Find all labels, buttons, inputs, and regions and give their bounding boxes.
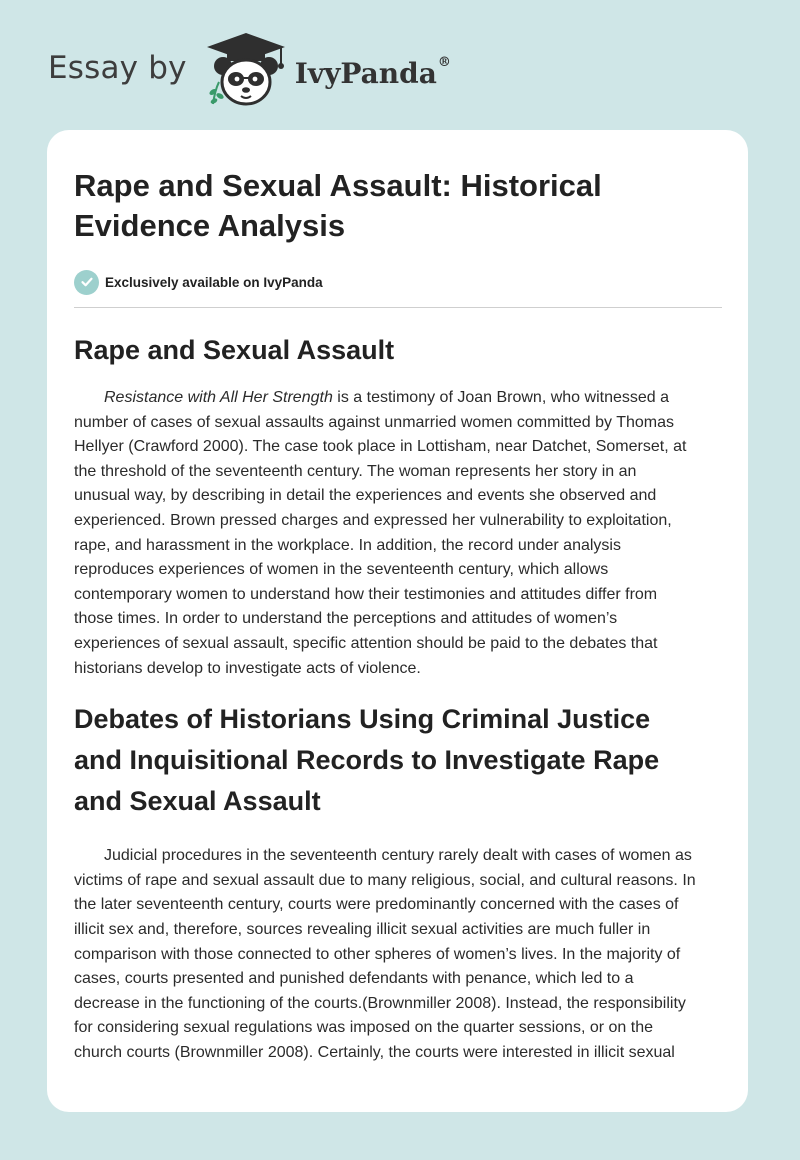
- section-heading-debates: [74, 699, 722, 822]
- page-title: Rape and Sexual Assault: Historical Evidence Analysis: [74, 168, 602, 243]
- article-card: [47, 130, 748, 1112]
- panda-graduate-icon[interactable]: [201, 30, 291, 110]
- paragraph-line: reproduces experiences of women in the seventeenth century, which allows: [74, 561, 609, 579]
- paragraph-line: historians develop to investigate acts of violence.: [74, 659, 421, 677]
- paragraph-line: church courts (Brownmiller 2008). Certainly, the courts were interested in illicit sexual: [74, 1043, 675, 1061]
- paragraph-line: for considering sexual regulations was imposed on the quarter sessions, or on the: [74, 1019, 653, 1037]
- section-paragraph-1: [74, 386, 722, 681]
- paragraph-line: cases, courts presented and punished defendants with penance, which led to a: [74, 970, 634, 988]
- section-heading-rape-assault: Rape and Sexual Assault: [74, 335, 395, 365]
- paragraph-line: experienced. Brown pressed charges and expressed her vulnerability to exploitation,: [74, 511, 672, 529]
- divider: [74, 307, 722, 308]
- heading-line: and Inquisitional Records to Investigate Rape: [74, 745, 660, 776]
- registered-mark: ®: [437, 54, 451, 70]
- paragraph-line: decrease in the functioning of the courts.(Brownmiller 2008). Instead, the responsibility: [74, 994, 686, 1012]
- paragraph-line: the threshold of the seventeenth century. The woman represents her story in an: [74, 462, 637, 480]
- paragraph-line: Hellyer (Crawford 2000). The case took place in Lottisham, near Datchet, Somerset, at: [74, 438, 687, 456]
- exclusive-badge: [74, 269, 722, 295]
- book-title: Resistance with All Her Strength: [104, 389, 333, 406]
- brand-name[interactable]: IvyPanda®: [294, 54, 451, 90]
- paragraph-line: is a testimony of Joan Brown, who witnessed a: [332, 389, 670, 406]
- section-paragraph-2: [74, 844, 722, 1065]
- heading-line: and Sexual Assault: [74, 786, 321, 817]
- paragraph-line: victims of rape and sexual assault due to many religious, social, and cultural reasons. In: [74, 871, 696, 889]
- checkmark-icon: [74, 270, 99, 295]
- paragraph-line: number of cases of sexual assaults against unmarried women committed by Thomas: [74, 413, 674, 431]
- paragraph-line: experiences of sexual assault, specific attention should be paid to the debates that: [74, 634, 658, 652]
- paragraph-line: rape, and harassment in the workplace. In addition, the record under analysis: [74, 536, 621, 554]
- paragraph-line: Judicial procedures in the seventeenth century rarely dealt with cases of women as: [104, 847, 692, 865]
- paragraph-line: those times. In order to understand the perceptions and attitudes of women’s: [74, 610, 618, 628]
- heading-line: Debates of Historians Using Criminal Justice: [74, 704, 651, 735]
- paragraph-line: the later seventeenth century, courts were predominantly concerned with the cases of: [74, 896, 679, 914]
- brand-prefix: Essay by: [48, 50, 187, 86]
- paragraph-line: contemporary women to understand how their testimonies and attitudes differ from: [74, 585, 658, 603]
- paragraph-line: illicit sex and, therefore, sources revealing illicit sexual activities are much fuller in: [74, 920, 651, 938]
- paragraph-line: comparison with those connected to other spheres of women’s lives. In the majority of: [74, 945, 681, 963]
- paragraph-line: unusual way, by describing in detail the experiences and events she observed and: [74, 487, 657, 505]
- badge-text: Exclusively available on IvyPanda: [105, 274, 323, 290]
- site-header: [48, 30, 451, 110]
